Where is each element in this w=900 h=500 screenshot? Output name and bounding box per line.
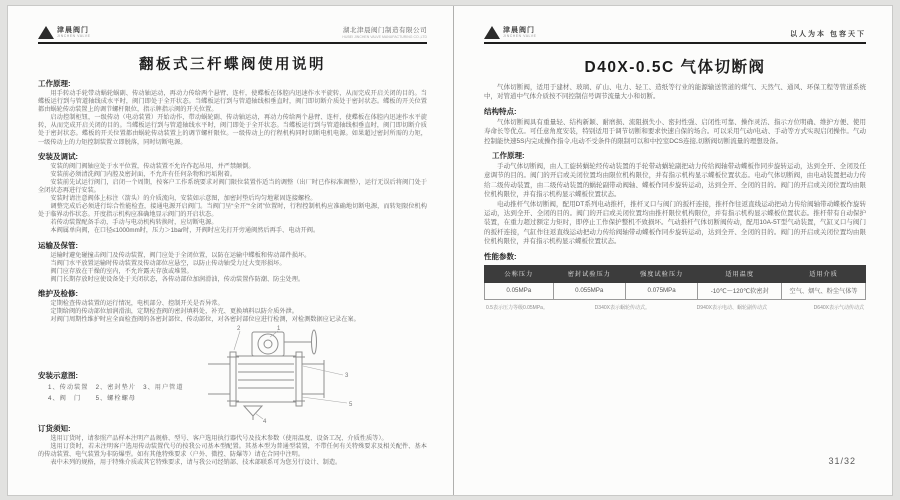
gearbox-wheel	[258, 334, 278, 354]
table-footnotes	[484, 304, 866, 311]
table-cell: 0.055MPa	[553, 282, 625, 299]
paragraph: 电动推杆气体切断阀，配用DT系列电动推杆，推杆叉口与阀门的扳杆连接，推杆作往返直线运动把动力传给阀轴带动蝶板作旋转运动，达到全开、全闭的目的。阀门的开启或关闭位置均由推杆限位机构限位，并有指示机构显示蝶板位置状态。推杆带有自动保护装置，在重力超过额定力矩时，即停止工作保护整机不致损坏。气动推杆气体切断阀传动，配用10A-5T型气动装置，气缸叉口与阀门的扳杆连接，气缸作往返直线运动把动力传给阀轴带动蝶板作同步旋转运动，达到全开、全闭的目的。阀门的开启或关闭位置均由限位机构限位，并有指示机构显示蝶板位置状态。	[484, 200, 866, 246]
paragraph: 阀门应存放在干燥的室内，不允许露天存放或堆置。	[50, 267, 193, 275]
paragraph: 本阀属单向阀，在口径≤1000mm时，压力＞1bar时，开阀时应先打开旁通阀然后再手、电动开阀。	[50, 227, 320, 235]
paragraph: 定期给阀的传动部位加润滑油，定期检查阀的密封填料处，补充、更换填料以防介质外泄。	[50, 307, 298, 315]
brand-subtitle: JINCHEN VALVE	[57, 33, 91, 38]
column-header: 强度试验压力	[625, 265, 697, 282]
table-cell: 空气、烟气、粉尘气体等	[782, 282, 866, 299]
diagram-parts-list: 1、传动装置 2、密封垫片 3、用户管道	[48, 384, 184, 392]
user-pipe	[302, 360, 324, 398]
table-cell: -10℃～120℃软密封	[698, 282, 782, 299]
paragraph: 当阀门水平放置运输时传动装置及传动部位应悬空，以防止传动轴受力过大变形损坏。	[50, 259, 286, 267]
page-left-header	[38, 15, 427, 44]
callout-label-5: 5	[349, 402, 353, 409]
callout-line-2	[234, 331, 240, 350]
brand-logo	[484, 26, 536, 39]
footnote: D940X表示电动、蜗轮副传动式	[696, 304, 767, 311]
table-cell: 0.05MPa	[485, 282, 554, 299]
section-heading-ordering: 订货须知:	[38, 424, 71, 434]
drain-funnel	[244, 406, 262, 420]
company-name-english: HUBEI JINCHEN VALVE MANUFACTURING CO.,LTD	[342, 34, 427, 39]
diagram-parts-list: 4、阀 门 5、螺栓螺母	[48, 395, 136, 403]
page-right	[454, 6, 892, 495]
paragraph: 气体切断阀，适用于建材、玻璃、矿山、电力、轻工、造纸等行业的能源输送管道的煤气、天然气、通风、环保工程等管道系统中，对管道中气体介质按不同控制信号调节流量大小和切断。	[484, 84, 866, 101]
section-heading-features: 结构特点:	[484, 106, 517, 116]
mountain-logo-icon	[484, 26, 500, 39]
section-heading-performance: 性能参数:	[484, 251, 517, 261]
company-name: 湖北津晨阀门制造有限公司	[343, 27, 427, 35]
gearbox-hub	[264, 340, 272, 348]
paragraph: 阀门长期存放时应使设备处于关闭状态，各传动部位加润滑油，传动装置作防潮、防尘处理。	[50, 275, 305, 283]
paragraph: 手动气体切断阀，由人工旋转蜗轮经传动装置的手轮带动蜗轮副把动力传给阀轴带动蝶板作同步旋转运动，达到全开、全闭及任意调节的目的。阀门的开启或关闭位置均由限位机构限位，并有指示机构显示蝶板位置状态。电动气体切断阀，由电动装置把动力传给二级传动装置，由二级传动装置的蜗轮副带动阀轴、蝶板作同步旋转运动，达到全开、全闭的目的。阀门的开启或关闭位置均由限位机构限位，并有指示机构显示蝶板位置状态。	[484, 163, 866, 199]
footnote: D340X表示蜗轮传动式。	[594, 304, 650, 311]
brand-name: 津晨阀门	[503, 26, 535, 34]
callout-label-3: 3	[345, 373, 349, 380]
brand-subtitle: JINCHEN VALVE	[503, 33, 537, 38]
paragraph: 安装前必须清洗阀门内腔及密封面，不允许有任何杂物和污垢附着。	[50, 170, 237, 178]
flange-right	[296, 352, 302, 406]
column-header: 公称压力	[485, 265, 554, 282]
section-heading-working-principle: 工作原理:	[38, 79, 71, 88]
footnote: D640X表示气动传动式	[813, 304, 864, 311]
paragraph: 选用订货时，请参照产品样本注明产品规格、型号、客户选用执行器代号及技术参数（使用温度、设备工况、介质性质等）。	[50, 435, 388, 443]
brand-logo	[38, 26, 90, 39]
paragraph: 安装时请注意阀体上标注（箭头）的介质流向，安装如示意图，加密封垫后均匀地紧固连接螺栓。	[50, 195, 317, 203]
performance-parameters-table	[484, 265, 866, 300]
footnote: 0.5表示压力等级0.05MPa。	[486, 304, 548, 311]
handwheel	[312, 330, 317, 354]
callout-line-4	[255, 413, 263, 419]
callout-label-1: 1	[277, 326, 281, 333]
page-title: D40X-0.5C 气体切断阀	[584, 59, 766, 76]
paragraph: 定期检查传动装置的运行情况，电机部分、控制开关是否异常。	[50, 299, 224, 307]
section-heading-working-principle: 工作原理:	[492, 151, 525, 161]
gearbox	[252, 332, 284, 356]
paragraph: 调整完成后必须进行综合性能检查，接通电源开启阀门。当阀门呈“全开”“全闭”位置时，行程控制机构应准确地切断电源，而转矩限位机构处于临界动作状态。开度指示机构应准确地显示阀门的开启状态。	[38, 203, 427, 219]
company-slogan: 以人为本 包容天下	[790, 30, 866, 38]
section-heading-maintenance: 维护及检修:	[38, 288, 78, 298]
table-cell: 0.075MPa	[625, 282, 697, 299]
valve-diagram	[206, 324, 356, 424]
pipe-lines	[208, 364, 230, 394]
paragraph: 气体切断阀具有重量轻、结构新颖、耐磨损、流阻损失小、密封性强、启闭性可靠、操作灵活、指示方位明确、维护方便、使用寿命长等优点。可任意角度安装，特别适用于调节切断和要求快速自保的场合。可以采用气动/电动、手动等方式实现启闭操作。气动控制能快速5S内完成操作指令,电动不受条件的限制可以和中控室DCS连接,切断阀切断流量的理想设备。	[484, 118, 866, 145]
paragraph: 对阀门周期性维护时应全面检查阀的各密封部位、传动部位，对各密封部位应进行检测，对检测数据应记录在案。	[50, 316, 360, 324]
column-header: 适用介质	[782, 265, 866, 282]
page-left	[8, 6, 453, 495]
page-title: 翻板式三杆蝶阀使用说明	[139, 57, 326, 73]
flange-left	[230, 352, 236, 406]
mountain-logo-icon	[38, 26, 54, 39]
page-number: 31/32	[828, 456, 856, 466]
paragraph: 选用订货时，若未注明客户选用传动装置代号的按我公司基本型配置。其基本型为普通型装置，不带任何有关特殊要求及相关配件、基本的传动装置、电气装置为非防爆型。如有其他特殊要求（户外、微控、防爆等）请在合同中注明。	[38, 443, 427, 459]
paragraph: 安装的阀门阀轴应处于水平位置，传动装置不允许作起吊用，并严禁颠倒。	[50, 162, 255, 170]
brand-name: 津晨阀门	[57, 26, 89, 34]
callout-line-3	[303, 366, 343, 375]
paragraph: 启动控制柜钮，一级传动（电动装置）开始动作，带动蜗轮副、传动轴运动，再动力传给两个悬臂、连杆，使蝶板在体腔内迅速作水平旋转，从而完成开启关闭的目的。当蝶板运行到与管道轴线水平时，阀门即处于全开状态。当蝶板运行到与管道轴线相垂直时，阀门即切断介质处于密封状态。蝶板的开关位置都由蜗轮传动装置上的调节螺杆限位。一级传动上的行程机构同时切断电机电源。如果超过密封所需的力矩，一级传动上的力矩控制装置立即脱落，同时切断电源。	[38, 114, 427, 146]
callout-label-4: 4	[263, 419, 267, 425]
callout-label-2: 2	[237, 326, 241, 333]
column-header: 适用温度	[698, 265, 782, 282]
document-sheet	[7, 5, 893, 496]
valve-body	[236, 356, 296, 402]
paragraph: 若传动装置配备手动，手动与电动机构转换时，应切断电源。	[50, 219, 218, 227]
installation-diagram-zone	[38, 326, 427, 425]
column-header: 密封试验压力	[553, 265, 625, 282]
paragraph: 表中未列的规格，用于特殊介质或其它特殊要求，请与我公司经销部、技术部联系可为您另行设计、制造。	[50, 459, 342, 467]
paragraph: 安装前先试运行阀门，启闭一个周期，按客户工作系统要求对阀门限位装置作适当的调整（出厂时已作标准调整），运行无误后将阀门处于全闭状态再进行安装。	[38, 178, 427, 194]
section-heading-diagram: 安装示意图:	[38, 371, 78, 381]
table-header-row	[485, 265, 866, 282]
section-heading-installation: 安装及调试:	[38, 151, 78, 161]
paragraph: 用手转动手轮带动蜗轮蜗副、传动轴运动，再动力传给两个悬臂、连杆，使蝶板在体腔内迅速作水平旋转，从而完成开启关闭的目的。当蝶板运行到与管道轴线成水平时，阀门即处于全开状态。当蝶板运行到与管道轴线相垂直时，阀门即切断介质处于密封状态。蝶板的开关位置都由蜗轮传动装置上的调节螺杆限位，指示牌指示阀的开关位置。	[38, 90, 427, 114]
paragraph: 运输时避免碰撞击阀门及传动装置，阀门应处于全闭位置，以防在运输中蝶板和传动部件损坏。	[50, 251, 311, 259]
section-heading-transport: 运输及保管:	[38, 240, 78, 250]
page-right-header	[484, 15, 866, 44]
table-row	[485, 282, 866, 299]
valve-body-ribs	[238, 364, 294, 388]
